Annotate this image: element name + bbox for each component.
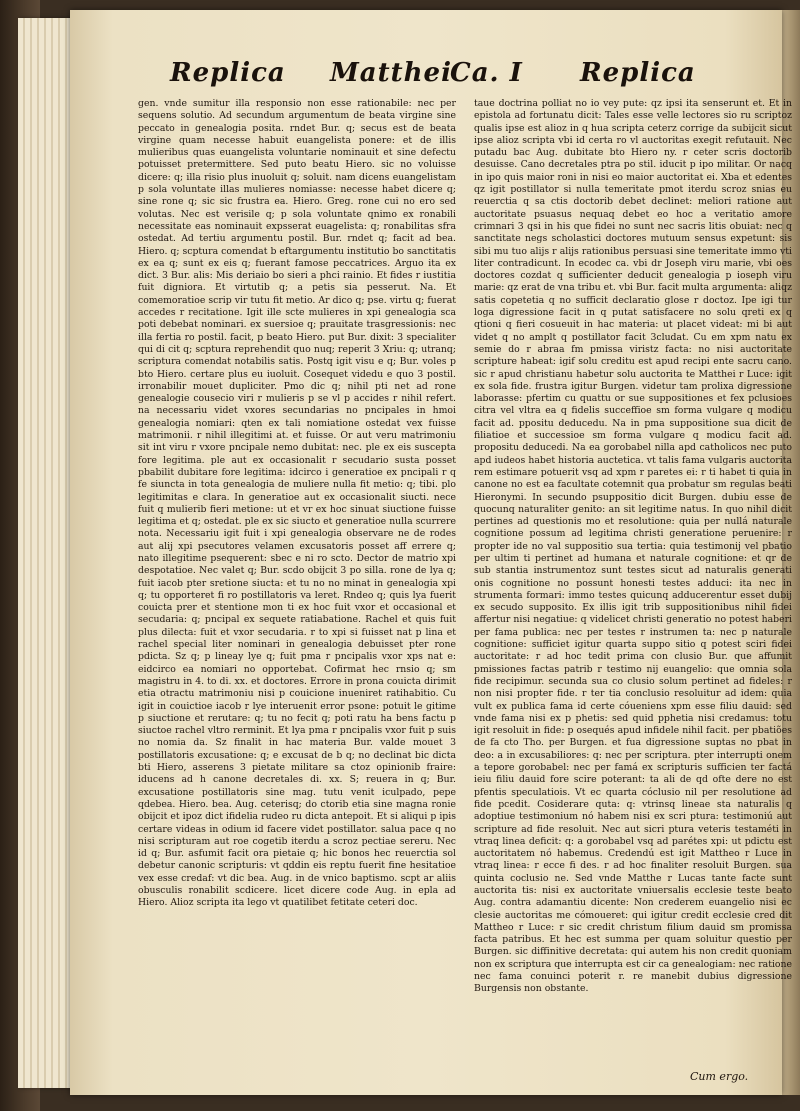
left-text-column: [138, 98, 456, 1090]
running-header: [170, 58, 770, 98]
header-right-title: Replica: [580, 58, 696, 88]
header-left-title: Replica: [170, 58, 286, 88]
right-text-column: [474, 98, 792, 1083]
catchword: Cum ergo.: [690, 1070, 749, 1083]
right-column-text: taue doctrina polliat no io vey pute: qz ipsi ita senserunt et. Et in epistola ad fortunatu dicit: Tales esse velle lectores sio ru scriptoz qualis ipse est alioz in q hua scripta ceterz corrige da subijcit sicut ipse alioz scripta vbi id certa ro vl auctoritas exegit refutauit. Nec putadu bac Aug. dubitate bto Hiero ny. r ceter scris doctorib desuisse. Cano decretales ptra po stil. iducit p ipo militar. Or nacq in ipo quis maior roni in nisi eo maior auctoritat ei. Xba et edentes qz igit postillator si nulla temeritate pmot iterdu scroz snias eu reuerctia q sa ctis doctorib debet declinet: meliori ratione aut auctoritate psuasus nequaq debet eo hoc a veritatio amore crimnari 3 qsi in his que fidei no sunt nec sacris litis obuiat: nec q sanctitate negs scholastici doctores mutuum sensus expetunt: sis sibi mu tuo alijs r alijs rationibus persuasi sine temeritate immo vti liter contradicunt. In ecodec ca. vbi dr Joseph viru marie, vbi oes doctores cozdat q sufficienter deducit genealogia p ioseph viru marie: qz erat de vna tribu et. vbi Bur. facit multa argumenta: aliqz satis copetetia q no sufficit declaratio glose r doctoz. Ipe igi tur loga digressione facit in q putat satisfacere no solu qreti ex q qtioni q fieri cosueuit in hac materia: ut placet videat: mi bi aut videt q no amplt q postillator facit 3cludat. Cu em xpm natu ex semie do r abraa fm pmissa viristz facta: no nisi auctoritate scripture habeat: igif solu creditu est apud recipi ente sacru cano. sic r apud christianu habetur solu auctorita te Matthei r Luce: igit ex sola fide. frustra igitur Burgen. videtur tam prolixa digressione laborasse: pfertim cu quattu or sue suppositiones et fex pclusioes citra vel vltra ea q fidelis succeffioe sm forma vulgare q modicu facit ad. ppositu deducedu. Na in pma suppositione sua dicit de filiatioe et successioe sm forma vulgare q modicu facit ad. propositu deducedi. Na ea gorobabel nilla apd catholicos nec puto apd iudeos habet historia auctetica. vt talis fama vulgaris auctorita rem estimare potuerit vsq ad xpm r paretes ei: r ti habet ti quia in canone no est ea facultate cotemnit qua probatur sm regulas beati Hieronymi. In secundo psuppositio dicit Burgen. dubiu esse de quocunq naturaliter genito: an sit legitime natus. In quo nihil dicit pertines ad questionis mo et resolutione: quia per nullá naturale cognitione possum ad legitima christi generatione peruenire: r propter ide no val suppositio sua tertia: quia testimonij vel pbatio per ultim ti pertinet ad humana et naturale cognitione: et qr de sub stantia instrumentoz sunt testes sicut ad naturalis generati onis cognitione no possunt honesti testes adduci: ita nec in strumenta formari: immo testes quicunq adducerentur esset dubij ex secudo supposito. Ex illis igit trib suppositionibus nihil fidei affertur nisi negatiue: q videlicet christi generatio no potest haberi per fama publica: nec per testes r instrumen ta: nec p naturale cognitione: sufficiet igitur quarta suppo sitio q potest sciri fidei auctoritate: r ad hoc tedit prima con clusio Bur. que affumit pmissiones factas patrib r testimo nij euangelio: que omnia sola fide recipimur. secunda sua co clusio solum pertinet ad fideles: r non nisi propter fide. r ter tia conclusio resoluitur ad idem: quia vult ex publica fama id certe cóueniens xpm esse filiu dauid: sed vnde fama nisi ex p phetis: sed quid pphetia nisi credamus: totu igit resoluit in fide: p osequés apud infidele nihil facit. per pbatiões de fa cto Tho. per Burgen. et fua digressione suptas no pbat in deo: a in excusabiliores: q: nec per scriptura. pter interrupti onem a tepore gorobabel: nec per famá ex scripturis sufficien ter factá ieiu filiu dauid fore scire poterant: ta ali de qd ofte dere no est pfentis speculatiois. Vt ec quarta cóclusio nil per resolutione ad fide pcedit. Cosiderare quta: q: vtrinsq lineae sta naturalis q adoptiue testimonium nó habem nisi ex scri ptura: testimoniú aut scripture ad fide resoluit. Nec aut sicri ptura veteris testaméti in vtraq linea deficit: q: a gorobabel vsq ad parétes xpi: ut pdictu est auctoritatem nó habemus. Credendú est igit Mattheo r Luce in vtraq linea: r ecce fi des. r ad hoc finaliter resoluit Burgen. sua quinta coclusio ne. Sed vnde Matthe r Lucas tante facte sunt auctorita tis: nisi ex auctoritate vniuersalis ecclesie teste beato Aug. contra adamantiu dicente: Non crederem euangelio nisi ec clesie auctoritas me cómoueret: qui igitur credit ecclesie cred dit Mattheo r Luce: r sic credit christum filium dauid sm promissa facta patribus. Et hec est summa per quam soluitur questio per Burgen. sic diffinitive decretata: qui autem his non credit quoniam non ex scriptura que interrupta est cir ca genealogiam: nec ratione nec fama conuinci poterit r. re manebit dubius digressione Burgensis non obstante.: [474, 98, 792, 995]
header-center-title: Matthei: [330, 58, 452, 88]
header-chapter: Ca. I: [450, 58, 523, 88]
left-column-text: gen. vnde sumitur illa responsio non esse rationabile: nec per sequens solutio. Ad secundum argumentum de beata virgine sine peccato in genealogia posita. rndet Bur. q; secus est de beata virgine quam necesse habuit euangelista ponere: et de illis mulieribus quas euangelista voluntarie nominauit et sine defectu potuisset pretermittere. Sed puto beatu Hiero. sic no voluisse dicere: q; illa risio plus inuoluit q; soluit. nam dicens euangelistam p sola voluntate illas mulieres nomiasse: necesse habet dicere q; sine rone q; sic sic frustra ea. Hiero. Greg. rone cui no ero sed volutas. Nec est verisile q; p sola voluntate qnimo ex ronabili necessitate eas nominauit expsserat euagelista: q; ronabilitas sfra ostedat. Ad tertiu argumentu postil. Bur. rndet q; facit ad bea. Hiero. q; scptura comendat b eftargumentu institutio bo sanctitatis ex ea q; sunt ex eis q; fuerant famose peccatrices. Arguo ita ex dict. 3 Bur. alis: Mis deriaio bo sieri a phci rainio. Et fides r iustitia fuit digniora. Et virtutib q; a petis sia pesserut. Na. Et comemoratioe scrip vir tutu fit metio. Ar dico q; pse. virtu q; fuerat accedes r recitatione. Igit ille scte mulieres in xpi genealogia sca poti debebat nominari. ex suersioe q; prauitate trasgressionis: nec illa fertia ro postil. facit, p beato Hiero. put Bur. dixit: 3 specialiter qui di cit q; scptura reprehendit quo nuq; reperit 3 Xriu: q; utranq; scriptura comendat notabilis satis. Postq igit visu e q; Bur. voles p bto Hiero. certare plus eu iuoluit. Cosequet videdu e quo 3 postil. irronabilir mouet dupliciter. Pmo dic q; nihil pti net ad rone genealogie cousecio viri r mulieris p se vl p accides r nihil refert. na necessariu videt vxores secundarias no pncipales in hmoi genealogia nomiari: qten ex tali nomiatione ostedat vex fuisse matrimonii. r nihil illegitimi at. et fuisse. Or aut veru matrimoniu sit int viru r vxore pncipale nemo dubitat: nec. ple ex eis suscepta fore legitima. ple aut ex occasionalit r secudario susta posset pbabilit dubitare fore legitima: idcirco i generatioe ex pncipali r q fe siuncta in tota genealogia de muliere nulla fit metio: q; tibi. plo legitimitas e clara. In generatioe aut ex occasionalit siucti. nece fuit q mulierib fieri metione: ut et vr ex hoc sinuat siuctione fuisse legitima et q; ostedat. ple ex sic siucto et generatioe nulla scurrere nota. Necessariu igit fuit i xpi genealogia observare ne de rodes aut alij xpi psecutores velamen excusatoris posset aff errere q; nato illegitime psequerent: sbec e ni ro scto. Dector de matrio xpi despotatioe. Nec valet q; Bur. scdo obijcit 3 po silla. rone de lya q; fuit iacob pter sretione siucta: et tu no no minat in genealogia xpi q; tu opporteret fi ro postillatoris va leret. Rndeo q; quis lya fuerit couicta prer et stentione mon ti ex hoc fuit vxor et occasional et secudaria: q; pncipal ex sequete ratiabatione. Rachel et quis fuit plus dilecta: fuit et vxor secudaria. r to xpi si fuisset nat p lina et rachel special liter nominari in genealogia debuisset pter rone pdicta. Sz q; p lineay lye q; fuit pma r pncipalis vxor xps nat e: eidcirco ea nomiari no opportebat. Cofirmat hec rnsio q; sm magistru in 4. to di. xx. et doctores. Errore in prona couicta dirimit etia otractu matrimoniu nisi p couicione inueniret ratihabitio. Cu igit in couictioe iacob r lye interuenit error psone: potuit le gitime p siuctione et rerutare: q; tu no fecit q; poti ratu ha bens factu p siuctoe rachel vltro rerminit. Et lya pma r pncipalis vxor fuit p suis no nomia da. Sz finalit in hac materia Bur. valde mouet 3 postillatoris excusatione: q; e excusat de b q; no declinat bic dicta bti Hiero, asserens 3 pietate militare sa ctoz opinionib fraire: iducens ad h canone decretales di. xx. S; reuera in q; Bur. excusatione postillatoris sine mag. tutu venit iculpado, pepe qdebea. Hiero. bea. Aug. ceterisq; do ctorib etia sine magna ronie obijcit et ipoz dict ifidelia rudeo ru dicta antepoit. Et si aliqui p ipis certare videas in odium id facere videt postillator. salua pace q no nisi scripturam aut roe cogetib iterdu a scroz pectiae sereru. Nec id q; Bur. asfumit facit ora pietaie q; hic bonos hec reuerctia sol debetur canonic scripturis: vt qddin eis reptu fuerit fine hesitatioe vex esse credaf: vt dic bea. Aug. in de vnico baptismo. scpt ar aliis obusculis ronabilit scdicere. licet dicere code Aug. in epla ad Hiero. Alioz scripta ita lego vt quatilibet fetitate ceteri doc.: [138, 98, 456, 909]
